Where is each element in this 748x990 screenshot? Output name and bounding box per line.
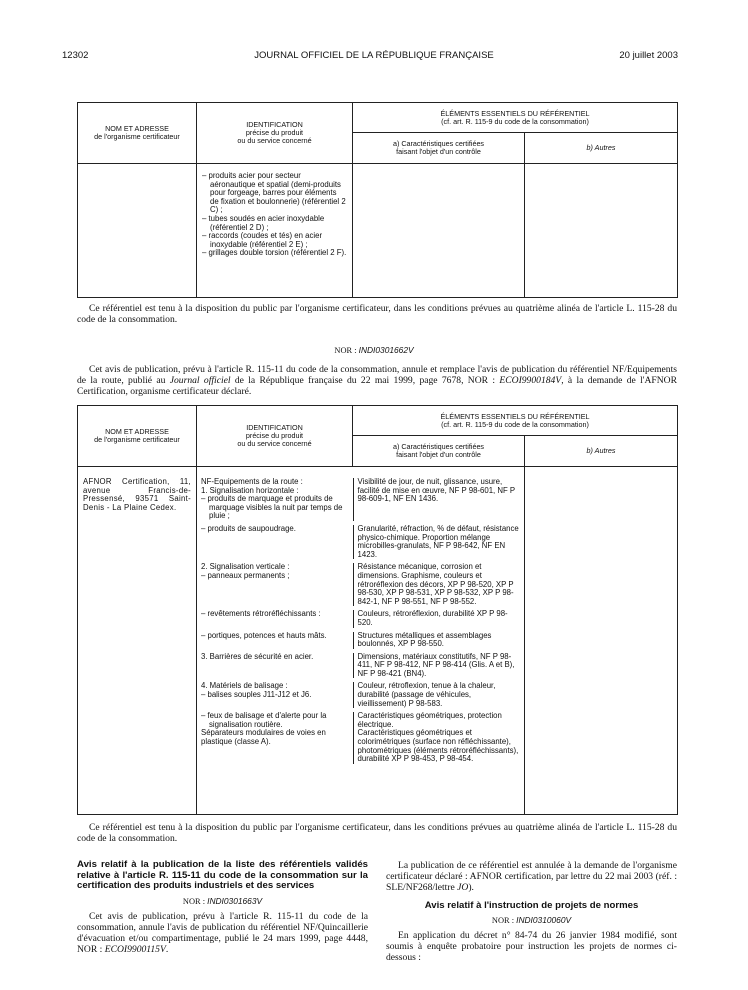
notice-text: Cet avis de publication, prévu à l'article R. 115-11 du code de la consommation, annule et remplace l'avis de publication du référentiel NF/Equipements de la route, publié au <box>77 364 677 386</box>
header-org: NOM ET ADRESSE de l'organisme certificateur <box>78 406 197 467</box>
table2-body <box>197 467 525 815</box>
nor-label: NOR : <box>182 896 206 906</box>
ident-line: – produits de saupoudrage. <box>201 523 296 533</box>
table1-item: – grillages double torsion (référentiel 2 F). <box>202 248 347 258</box>
ident-line: 1. Signalisation horizontale : <box>201 485 299 495</box>
ident-line: 4. Matériels de balisage : <box>201 681 288 691</box>
right-column <box>386 860 677 963</box>
ident-line: – revêtements rétroréfléchissants : <box>201 609 321 619</box>
body-jo: JO <box>457 882 469 893</box>
header-col-a: a) Caractéristiques certifiées faisant l'objet d'un contrôle <box>353 133 525 164</box>
ident-line: – feux de balisage et d'alerte pour la signalisation routière. <box>201 711 327 729</box>
notice-text: de la République française du 22 mai 1999, page 7678, NOR : <box>230 375 500 386</box>
table2-row <box>197 610 524 627</box>
availability-note-2: Ce référentiel est tenu à la disposition du public par l'organisme certificateur, dans les conditions prévues au quatrième alinéa de l'article L. 115-28 du code de la consommation. <box>77 822 677 844</box>
header-elements-title: ÉLÉMENTS ESSENTIELS DU RÉFÉRENTIEL <box>440 411 590 421</box>
table2-row <box>197 478 524 521</box>
row-ident <box>197 632 353 649</box>
table2-row <box>197 563 524 606</box>
table2-row <box>197 632 524 649</box>
table1-item-list <box>202 172 347 258</box>
header-col-a: a) Caractéristiques certifiées faisant l'objet d'un contrôle <box>353 436 525 467</box>
row-ident <box>197 653 353 679</box>
table2-row <box>197 653 524 679</box>
table2-row <box>197 729 524 763</box>
row-carac: Structures métalliques et assemblages boulonnés, XP P 98-550. <box>353 632 524 649</box>
nor-label: NOR : <box>491 915 515 925</box>
page-number: 12302 <box>62 50 89 61</box>
header-elements <box>353 406 678 436</box>
table2-row <box>197 712 524 729</box>
ident-line: – balises souples J11-J12 et J6. <box>201 690 312 700</box>
body-text: . <box>165 943 169 955</box>
right-body-text-2: En application du décret n° 84-74 du 26 janvier 1984 modifié, sont soumis à enquête probatoire pour instruction les projets de normes ci-dessous : <box>386 929 677 963</box>
notice-text: , à la demande de l'AFNOR Certification, organisme certificateur déclaré. <box>77 375 677 397</box>
right-body-text <box>386 860 677 893</box>
table1-item: – tubes soudés en acier inoxydable (référentiel 2 D) ; <box>202 213 325 232</box>
referentiel-table-2 <box>77 405 678 815</box>
ident-line: – produits de marquage et produits de marquage visibles la nuit par temps de pluie ; <box>201 494 343 521</box>
ident-line: Séparateurs modulaires de voies en plastique (classe A). <box>201 728 326 747</box>
page-date: 20 juillet 2003 <box>619 50 678 61</box>
header-ident: IDENTIFICATION précise du produit ou du service concerné <box>197 103 353 164</box>
row-ident <box>197 478 353 521</box>
header-elements-ref: (cf. art. R. 115-9 du code de la consommation) <box>441 116 589 126</box>
row-ident <box>197 525 353 559</box>
table2-autres-cell <box>525 467 678 815</box>
body-text: ). <box>468 882 474 893</box>
ident-line: – panneaux permanents ; <box>201 570 290 580</box>
journal-title: JOURNAL OFFICIEL DE LA RÉPUBLIQUE FRANÇAISE <box>254 50 494 61</box>
notice-journal: Journal officiel <box>169 375 231 386</box>
header-elements <box>353 103 678 133</box>
row-ident <box>197 563 353 606</box>
row-carac: Caractéristiques géométriques et colorimétriques (surface non réfléchissante), photométriques (éléments rétroréfléchissants), durabilité XP P 98-453, P 98-454. <box>353 729 524 763</box>
row-carac: Caractéristiques géométriques, protection électrique. <box>353 712 524 729</box>
table2-org-cell <box>78 467 197 815</box>
nor-line-3 <box>386 915 677 925</box>
body-text: Cet avis de publication, prévu à l'article R. 115-11 du code de la consommation, annule l'avis de publication du référentiel NF/Quincaillerie d'évacuation et/ou compartimentage, publié le 24 mars 1999, page 4448, NOR : <box>77 910 368 955</box>
table1-carac-cell <box>353 164 525 298</box>
table2-row <box>197 682 524 708</box>
ident-line: – portiques, potences et hauts mâts. <box>201 630 327 640</box>
nor-value: INDI0301663V <box>207 895 263 906</box>
referentiel-table-1 <box>77 102 678 298</box>
left-column <box>77 860 368 955</box>
body-text: La publication de ce référentiel est annulée à la demande de l'organisme certificateur déclaré : AFNOR certification, par lettre du 22 mai 2003 (réf. : SLE/NF268/lettre <box>386 860 677 893</box>
row-carac: Couleurs, rétroréflexion, durabilité XP P 98-520. <box>353 610 524 627</box>
row-ident <box>197 729 353 763</box>
table1-autres-cell <box>525 164 678 298</box>
row-ident <box>197 712 353 729</box>
ident-line: 3. Barrières de sécurité en acier. <box>201 651 314 661</box>
section-title-normes: Avis relatif à l'instruction de projets de normes <box>424 900 639 911</box>
row-carac: Dimensions, matériaux constitutifs, NF P 98-411, NF P 98-412, NF P 98-414 (Glis. A et B), NF P 98-421 (BN4). <box>353 653 524 679</box>
left-body-text <box>77 911 368 955</box>
ident-line: NF-Equipements de la route : <box>201 477 303 486</box>
header-ident: IDENTIFICATION précise du produit ou du service concerné <box>197 406 353 467</box>
header-col-b: b) Autres <box>525 436 678 467</box>
ident-line: 2. Signalisation verticale : <box>201 562 290 572</box>
body-nor: ECOI9900115V <box>104 943 166 955</box>
nor-line-1 <box>0 345 748 355</box>
row-carac: Visibilité de jour, de nuit, glissance, usure, facilité de mise en œuvre, NF P 98-601, NF P 98-609-1, NF EN 1436. <box>353 478 524 521</box>
availability-note-1: Ce référentiel est tenu à la disposition du public par l'organisme certificateur, dans les conditions prévues au quatrième alinéa de l'article L. 115-28 du code de la consommation. <box>77 303 677 325</box>
header-org: NOM ET ADRESSE de l'organisme certificateur <box>78 103 197 164</box>
table1-org-cell <box>78 164 197 298</box>
row-carac: Résistance mécanique, corrosion et dimensions. Graphisme, couleurs et rétroréflexion des décors, XP P 98-520, XP P 98-530, XP P 98-531, XP P 98-532, XP P 98-842-1, NF P 98-551, NF P 98-552. <box>353 563 524 606</box>
nor-line-2 <box>77 896 368 906</box>
nor-value: INDI0301662V <box>358 345 414 355</box>
notice-nor: ECOI9900184V <box>499 375 562 386</box>
section-title-referentiels: Avis relatif à la publication de la liste des référentiels validés relative à l'article R. 115-11 du code de la consommation sur la certification des produits industriels et des services <box>77 859 368 891</box>
table2-row <box>197 525 524 559</box>
nor-value: INDI0310060V <box>516 914 572 925</box>
table1-item: – raccords (coudes et tés) en acier inoxydable (référentiel 2 E) ; <box>202 231 323 249</box>
row-carac: Couleur, rétroflexion, tenue à la chaleur, durabilité (passage de véhicules, vieillissement) P 98-583. <box>353 682 524 708</box>
row-ident <box>197 682 353 708</box>
nor-label: NOR : <box>334 346 357 355</box>
organisme-address: AFNOR Certification, 11, avenue Francis-de-Pressensé, 93571 Saint-Denis - La Plaine Cedex. <box>83 477 191 512</box>
header-elements-title: ÉLÉMENTS ESSENTIELS DU RÉFÉRENTIEL <box>440 108 590 118</box>
table1-item: – produits acier pour secteur aéronautique et spatial (demi-produits pour forgeage, barres pour éléments de fixation et boulonnerie) (référentiel 2 C) ; <box>202 171 346 215</box>
publication-notice <box>77 364 677 397</box>
row-carac: Granularité, réfraction, % de défaut, résistance physico-chimique. Proportion mélange microbilles-granulats, NF P 98-642, NF EN 1423. <box>353 525 524 559</box>
row-ident <box>197 610 353 627</box>
header-col-b: b) Autres <box>525 133 678 164</box>
header-elements-ref: (cf. art. R. 115-9 du code de la consommation) <box>441 419 589 429</box>
table1-ident-cell <box>197 164 353 298</box>
